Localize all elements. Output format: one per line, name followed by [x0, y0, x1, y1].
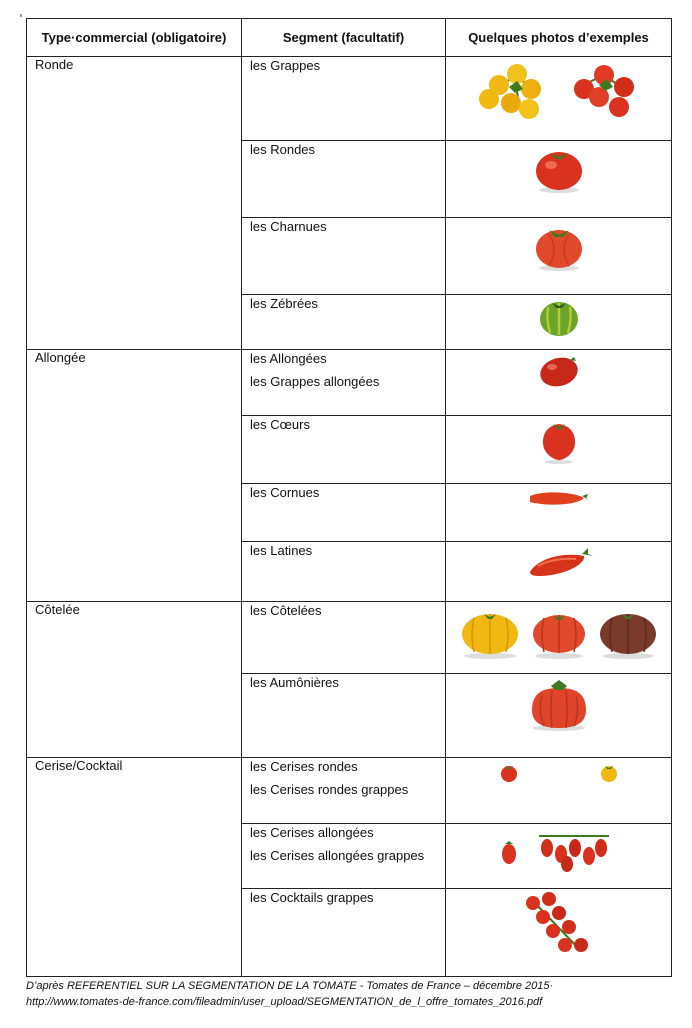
latin-tomato-photo — [524, 542, 594, 580]
table-row — [27, 350, 672, 416]
photo-cell — [446, 295, 672, 350]
header-segment: Segment (facultatif) — [242, 19, 446, 57]
photo-cell — [446, 484, 672, 542]
table-row — [27, 57, 672, 141]
round-tomato-photo — [529, 141, 589, 197]
segment-label: les Cornues — [250, 485, 320, 500]
segmentation-table — [26, 18, 672, 977]
segment-cell — [242, 758, 446, 824]
source-url: http://www.tomates-de-france.com/fileadmin/user_upload/SEGMENTATION_de_l_offre_tomates_2016.pdf — [26, 996, 543, 1008]
type-cell: Côtelée — [27, 602, 242, 758]
aumoniere-tomato-photo — [524, 674, 594, 734]
table-row — [27, 602, 672, 674]
segment-label: les Cocktails grappes — [250, 890, 374, 905]
corner-mark — [20, 14, 22, 17]
type-cell: Ronde — [27, 57, 242, 350]
photo-cell — [446, 542, 672, 602]
ribbed-tomatoes-photo — [454, 602, 664, 662]
source-caption — [26, 978, 676, 1010]
photo-cell — [446, 674, 672, 758]
photo-cell — [446, 416, 672, 484]
type-cell: Allongée — [27, 350, 242, 602]
horn-tomato-photo — [524, 484, 594, 514]
segment-cell — [242, 57, 446, 141]
segment-label: les Latines — [250, 543, 313, 558]
table-row — [27, 758, 672, 824]
segment-label: les Zébrées — [250, 296, 318, 311]
header-photos: Quelques photos d’exemples — [446, 19, 672, 57]
segment-cell — [242, 416, 446, 484]
type-cell: Cerise/Cocktail — [27, 758, 242, 977]
photo-cell — [446, 824, 672, 889]
segment-label: les Aumônières — [250, 675, 339, 690]
segment-cell — [242, 674, 446, 758]
segment-label: les Cerises allongées — [250, 825, 374, 840]
photo-cell — [446, 602, 672, 674]
header-type: Type·commercial (obligatoire) — [27, 19, 242, 57]
photo-cell — [446, 889, 672, 977]
source-credit: D’après REFERENTIEL SUR LA SEGMENTATION DE LA TOMATE - Tomates de France – décembre 2015· — [26, 980, 554, 992]
segment-label: les Cœurs — [250, 417, 310, 432]
segment-cell — [242, 824, 446, 889]
photo-cell — [446, 57, 672, 141]
segment-cell — [242, 295, 446, 350]
photo-cell — [446, 350, 672, 416]
cherry-tomatoes-photo — [484, 758, 634, 788]
segment-label: les Charnues — [250, 219, 327, 234]
segment-label: les Rondes — [250, 142, 316, 157]
segment-cell — [242, 218, 446, 295]
segment-cell — [242, 484, 446, 542]
segment-label: les Grappes — [250, 58, 321, 73]
photo-cell — [446, 218, 672, 295]
segment-cell — [242, 602, 446, 674]
photo-cell — [446, 758, 672, 824]
grape-tomatoes-photo — [459, 57, 659, 127]
beefsteak-tomato-photo — [529, 218, 589, 274]
segment-cell — [242, 141, 446, 218]
cocktail-tomato-truss-photo — [519, 889, 599, 959]
segment-label: les Cerises allongées grappes — [250, 848, 425, 863]
segment-label: les Côtelées — [250, 603, 322, 618]
elongated-cherry-tomatoes-photo — [489, 824, 629, 874]
heart-tomato-photo — [534, 416, 584, 466]
segment-label: les Allongées — [250, 351, 327, 366]
elongated-tomato-photo — [534, 350, 584, 394]
segment-label: les Grappes allongées — [250, 374, 380, 389]
green-striped-tomato-photo — [534, 295, 584, 339]
segment-cell — [242, 889, 446, 977]
segment-label: les Cerises rondes — [250, 759, 358, 774]
segment-label: les Cerises rondes grappes — [250, 782, 409, 797]
segment-cell — [242, 542, 446, 602]
segment-cell — [242, 350, 446, 416]
photo-cell — [446, 141, 672, 218]
